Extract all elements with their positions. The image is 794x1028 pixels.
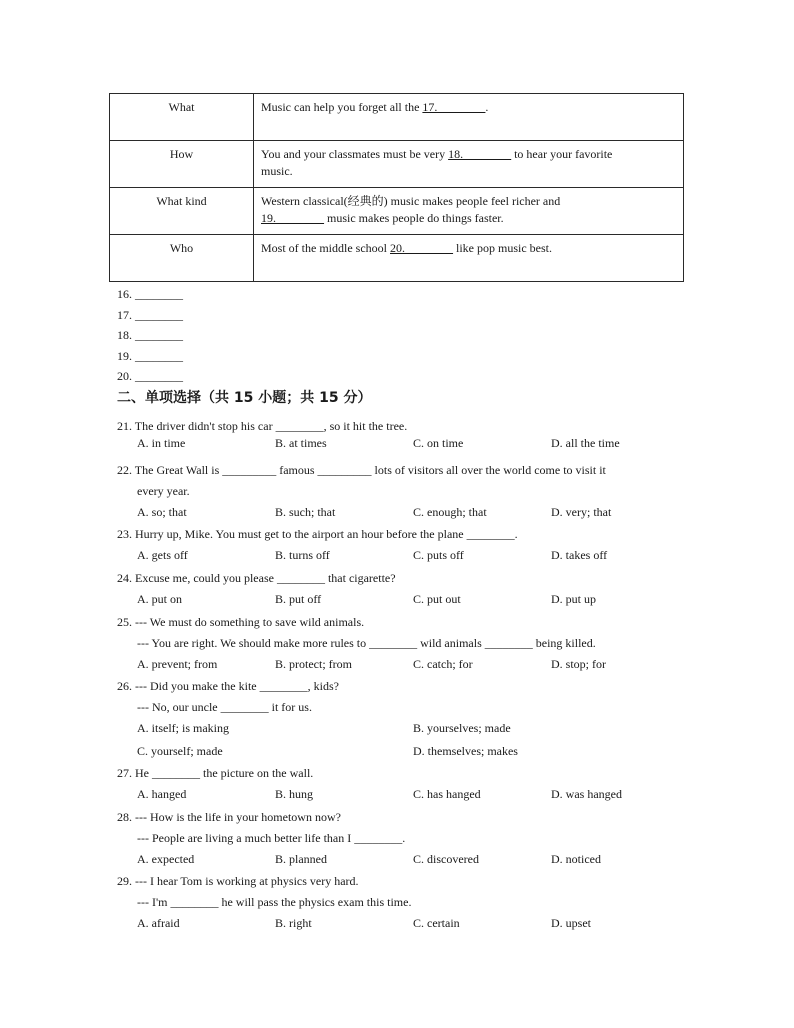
question-stem: 28. --- How is the life in your hometown now? (117, 810, 341, 824)
question-21 (117, 418, 687, 452)
option-a: A. expected (137, 852, 195, 866)
option-d: D. all the time (551, 436, 620, 450)
question-stem: 23. Hurry up, Mike. You must get to the airport an hour before the plane ________. (117, 527, 518, 541)
blank-20: 20.________ (390, 241, 453, 255)
option-a: A. afraid (137, 916, 180, 930)
table-row (110, 188, 684, 235)
table-row (110, 141, 684, 188)
option-c: C. certain (413, 916, 460, 930)
option-d: D. noticed (551, 852, 601, 866)
blank-18: 18.________ (448, 147, 512, 161)
answer-line-19: 19. ________ (117, 348, 183, 363)
option-row (117, 851, 687, 868)
question-stem: 21. The driver didn't stop his car ________, so it hit the tree. (117, 419, 408, 433)
question-stem-line2: --- People are living a much better life than I ________. (137, 831, 406, 845)
option-a: A. hanged (137, 787, 187, 801)
option-row (117, 591, 687, 608)
option-c: C. has hanged (413, 787, 481, 801)
option-a: A. prevent; from (137, 657, 218, 671)
question-stem: 26. --- Did you make the kite ________, kids? (117, 679, 339, 693)
option-a: A. put on (137, 592, 182, 606)
table-row (110, 94, 684, 141)
option-a: A. gets off (137, 548, 188, 562)
question-29 (117, 873, 687, 932)
option-row (117, 743, 687, 760)
question-28 (117, 809, 687, 868)
question-stem-line2: --- I'm ________ he will pass the physics exam this time. (137, 895, 412, 909)
option-c: C. catch; for (413, 657, 473, 671)
option-c: C. enough; that (413, 505, 487, 519)
option-a: A. in time (137, 436, 186, 450)
option-b: B. planned (275, 852, 327, 866)
table-label-cell: How (110, 141, 254, 188)
info-table (109, 93, 684, 282)
blank-17: 17.________ (422, 100, 486, 114)
section-title: 二、单项选择（共 15 小题；共 15 分） (117, 390, 372, 406)
question-24 (117, 570, 687, 608)
question-25 (117, 614, 687, 673)
option-row (117, 547, 687, 564)
blank-19: 19.________ (261, 211, 324, 225)
option-d: D. was hanged (551, 787, 622, 801)
answer-line-17: 17. ________ (117, 307, 183, 322)
answer-lines (117, 286, 183, 389)
question-stem: 27. He ________ the picture on the wall. (117, 766, 314, 780)
option-c: C. on time (413, 436, 464, 450)
option-b: B. such; that (275, 505, 336, 519)
option-c: C. put out (413, 592, 461, 606)
option-b: B. at times (275, 436, 327, 450)
option-b: B. yourselves; made (413, 721, 511, 735)
question-stem: 24. Excuse me, could you please ________ that cigarette? (117, 571, 396, 585)
question-stem-line2: --- You are right. We should make more rules to ________ wild animals ________ being killed. (137, 636, 596, 650)
table-content-cell: Western classical(经典的) music makes people feel richer and 19.________ music makes people do things faster. (254, 188, 684, 235)
table-label-cell: What (110, 94, 254, 141)
table-content-cell: Music can help you forget all the 17.________. (254, 94, 684, 141)
question-stem-line2: --- No, our uncle ________ it for us. (137, 700, 312, 714)
option-d: D. very; that (551, 505, 612, 519)
option-row (117, 656, 687, 673)
question-23 (117, 526, 687, 564)
option-a: A. itself; is making (137, 721, 229, 735)
table-row (110, 235, 684, 282)
question-22 (117, 462, 687, 521)
option-d: D. stop; for (551, 657, 606, 671)
option-d: D. put up (551, 592, 596, 606)
option-c: C. yourself; made (137, 744, 223, 758)
table-content-cell: You and your classmates must be very 18.________ to hear your favorite music. (254, 141, 684, 188)
question-27 (117, 765, 687, 803)
option-b: B. hung (275, 787, 314, 801)
question-stem: 29. --- I hear Tom is working at physics very hard. (117, 874, 359, 888)
table-content-cell: Most of the middle school 20.________ like pop music best. (254, 235, 684, 282)
option-d: D. upset (551, 916, 591, 930)
question-stem: 25. --- We must do something to save wild animals. (117, 615, 365, 629)
option-a: A. so; that (137, 505, 187, 519)
answer-line-18: 18. ________ (117, 328, 183, 342)
answer-line-20: 20. ________ (117, 369, 183, 383)
option-c: C. puts off (413, 548, 464, 562)
option-row (117, 915, 687, 932)
table-label-cell: What kind (110, 188, 254, 235)
option-d: D. takes off (551, 548, 608, 562)
option-b: B. right (275, 916, 312, 930)
option-row (117, 504, 687, 521)
option-row (117, 720, 687, 737)
option-c: C. discovered (413, 852, 479, 866)
option-row (117, 786, 687, 803)
option-d: D. themselves; makes (413, 744, 518, 758)
option-b: B. protect; from (275, 657, 352, 671)
question-stem: 22. The Great Wall is _________ famous _________ lots of visitors all over the world come to visit it (117, 463, 606, 477)
option-b: B. put off (275, 592, 322, 606)
question-26 (117, 678, 687, 760)
option-row (117, 435, 687, 452)
question-stem-line2: every year. (137, 484, 190, 498)
answer-line-16: 16. ________ (117, 287, 183, 301)
table-label-cell: Who (110, 235, 254, 282)
option-b: B. turns off (275, 548, 330, 562)
